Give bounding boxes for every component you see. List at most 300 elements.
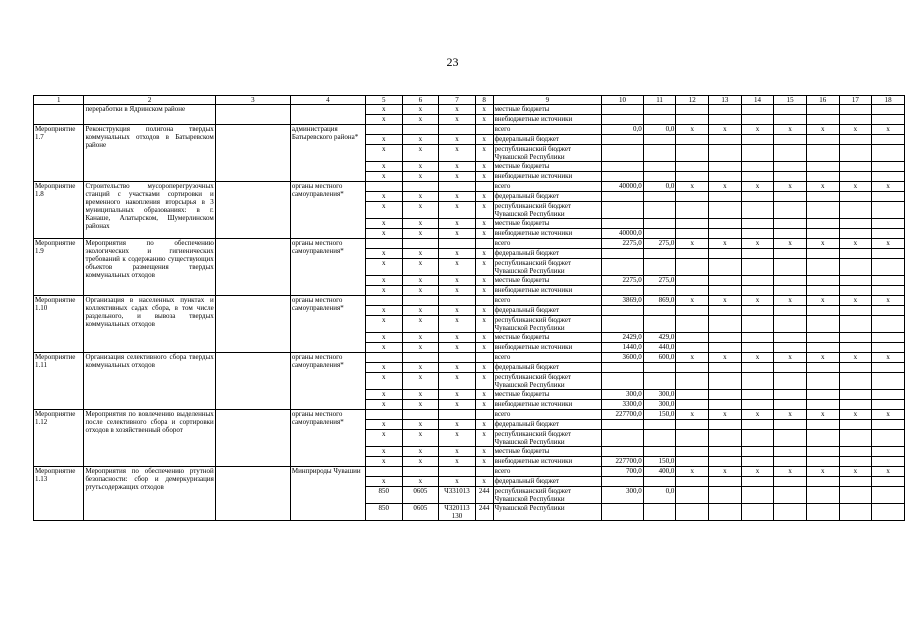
amount-year: 0,0 [643, 182, 676, 192]
amount-year [643, 504, 676, 521]
amount-period [774, 162, 807, 172]
amount-period [872, 105, 905, 115]
amount-year [643, 105, 676, 115]
blank-column [215, 410, 290, 467]
code-expense-type: x [475, 192, 493, 202]
code-target: x [439, 172, 476, 182]
funding-source: федеральный бюджет [493, 363, 602, 373]
amount-period [709, 477, 742, 487]
table-row [34, 296, 905, 306]
amount-period [741, 390, 774, 400]
code-grbs: x [365, 145, 402, 162]
amount-period [774, 115, 807, 125]
amount-period [806, 105, 839, 115]
code-expense-type: x [475, 276, 493, 286]
amount-period [676, 172, 709, 182]
amount-period [741, 202, 774, 219]
amount-period [872, 333, 905, 343]
amount-total [602, 202, 644, 219]
amount-year: 400,0 [643, 467, 676, 477]
amount-period [774, 430, 807, 447]
amount-year [643, 363, 676, 373]
activity-name: Мероприятия по обеспечению экологических и гигиенических требований к содержанию существующих объектов размещения твердых коммунальных отходов [84, 239, 215, 296]
funding-source: местные бюджеты [493, 105, 602, 115]
table-row [34, 182, 905, 192]
amount-period: x [741, 467, 774, 477]
code-target: x [439, 259, 476, 276]
funding-source: федеральный бюджет [493, 192, 602, 202]
code-expense-type [475, 410, 493, 420]
amount-period [806, 447, 839, 457]
amount-year: 0,0 [643, 125, 676, 135]
amount-period [839, 400, 872, 410]
amount-period [774, 286, 807, 296]
code-grbs [365, 467, 402, 477]
amount-period [741, 477, 774, 487]
funding-source: местные бюджеты [493, 276, 602, 286]
amount-period: x [774, 467, 807, 477]
amount-period [741, 343, 774, 353]
funding-source: местные бюджеты [493, 333, 602, 343]
amount-total [602, 135, 644, 145]
amount-period [839, 192, 872, 202]
activity-name: Мероприятия по вовлечению выделенных после селективного сбора и сортировки отходов в хозяйственный оборот [84, 410, 215, 467]
amount-period: x [839, 296, 872, 306]
code-grbs: x [365, 457, 402, 467]
amount-period [839, 219, 872, 229]
amount-period [839, 333, 872, 343]
code-grbs: x [365, 249, 402, 259]
amount-total [602, 259, 644, 276]
code-expense-type: x [475, 400, 493, 410]
funding-source: местные бюджеты [493, 390, 602, 400]
amount-total [602, 420, 644, 430]
amount-period [676, 259, 709, 276]
amount-period [741, 363, 774, 373]
amount-period [806, 457, 839, 467]
amount-period: x [709, 353, 742, 363]
amount-period [872, 306, 905, 316]
funding-source: местные бюджеты [493, 162, 602, 172]
amount-period [872, 400, 905, 410]
amount-period [774, 135, 807, 145]
code-target [439, 182, 476, 192]
amount-period [709, 373, 742, 390]
amount-period [741, 373, 774, 390]
amount-period [839, 420, 872, 430]
amount-total: 300,0 [602, 390, 644, 400]
amount-total [602, 219, 644, 229]
code-grbs: x [365, 162, 402, 172]
funding-source: республиканский бюджет Чувашской Республики [493, 430, 602, 447]
amount-period: x [709, 182, 742, 192]
amount-total: 3869,0 [602, 296, 644, 306]
amount-period [676, 447, 709, 457]
amount-total: 0,0 [602, 125, 644, 135]
amount-period [806, 259, 839, 276]
amount-period [709, 333, 742, 343]
code-grbs: x [365, 202, 402, 219]
amount-period [872, 202, 905, 219]
code-section: x [402, 202, 439, 219]
amount-period [709, 286, 742, 296]
funding-source: федеральный бюджет [493, 306, 602, 316]
code-expense-type: x [475, 363, 493, 373]
amount-period [839, 363, 872, 373]
funding-source: внебюджетные источники [493, 115, 602, 125]
amount-year [643, 229, 676, 239]
amount-period [839, 249, 872, 259]
amount-period [839, 487, 872, 504]
amount-year: 275,0 [643, 276, 676, 286]
code-target: x [439, 333, 476, 343]
amount-period: x [774, 296, 807, 306]
amount-period [872, 420, 905, 430]
blank-column [215, 467, 290, 521]
amount-total: 40000,0 [602, 182, 644, 192]
amount-period [676, 276, 709, 286]
amount-period [774, 105, 807, 115]
amount-year: 429,0 [643, 333, 676, 343]
amount-period: x [872, 182, 905, 192]
code-expense-type: x [475, 333, 493, 343]
activity-name: Организация селективного сбора твердых коммунальных отходов [84, 353, 215, 410]
amount-period [676, 105, 709, 115]
amount-period: x [709, 239, 742, 249]
amount-period [872, 477, 905, 487]
code-expense-type: x [475, 249, 493, 259]
code-grbs: x [365, 420, 402, 430]
amount-period: x [741, 353, 774, 363]
code-expense-type: x [475, 202, 493, 219]
amount-period: x [839, 182, 872, 192]
amount-period [676, 202, 709, 219]
amount-period [741, 172, 774, 182]
amount-total [602, 504, 644, 521]
amount-period [872, 390, 905, 400]
amount-period [741, 192, 774, 202]
amount-period [741, 447, 774, 457]
code-section: 0605 [402, 504, 439, 521]
code-expense-type: x [475, 306, 493, 316]
amount-period [872, 504, 905, 521]
amount-period [839, 145, 872, 162]
code-grbs: x [365, 343, 402, 353]
amount-period [709, 457, 742, 467]
amount-period [872, 276, 905, 286]
amount-total: 227700,0 [602, 457, 644, 467]
amount-year [643, 373, 676, 390]
executor: Минприроды Чувашии [290, 467, 365, 521]
amount-total [602, 477, 644, 487]
code-grbs: x [365, 276, 402, 286]
amount-period [741, 306, 774, 316]
amount-period [806, 430, 839, 447]
code-grbs: x [365, 400, 402, 410]
amount-period [709, 400, 742, 410]
amount-total [602, 430, 644, 447]
code-expense-type: x [475, 105, 493, 115]
amount-total [602, 172, 644, 182]
amount-period [709, 306, 742, 316]
amount-period [774, 504, 807, 521]
amount-period [872, 249, 905, 259]
amount-period [806, 115, 839, 125]
amount-period [839, 430, 872, 447]
table-row [34, 353, 905, 363]
funding-source: всего [493, 182, 602, 192]
code-section: x [402, 400, 439, 410]
code-expense-type: x [475, 145, 493, 162]
amount-period [709, 420, 742, 430]
amount-period [741, 504, 774, 521]
code-expense-type: x [475, 172, 493, 182]
code-expense-type [475, 239, 493, 249]
amount-period [709, 162, 742, 172]
code-expense-type: x [475, 477, 493, 487]
amount-period: x [839, 353, 872, 363]
amount-period [709, 229, 742, 239]
amount-period [774, 202, 807, 219]
code-grbs: x [365, 333, 402, 343]
amount-period [774, 363, 807, 373]
amount-period [774, 373, 807, 390]
code-expense-type: x [475, 457, 493, 467]
column-number: 3 [215, 96, 290, 105]
amount-period [709, 105, 742, 115]
amount-period [806, 286, 839, 296]
code-target: x [439, 363, 476, 373]
amount-year [643, 192, 676, 202]
amount-year [643, 162, 676, 172]
code-target: x [439, 286, 476, 296]
amount-period [872, 316, 905, 333]
table-row [34, 105, 905, 115]
code-section: x [402, 316, 439, 333]
code-target: x [439, 192, 476, 202]
amount-total: 3600,0 [602, 353, 644, 363]
code-grbs [365, 125, 402, 135]
code-grbs [365, 353, 402, 363]
amount-period [741, 286, 774, 296]
funding-source: внебюджетные источники [493, 457, 602, 467]
amount-period: x [709, 467, 742, 477]
amount-period: x [872, 353, 905, 363]
code-section: x [402, 457, 439, 467]
amount-period [709, 316, 742, 333]
code-grbs: x [365, 115, 402, 125]
amount-total: 300,0 [602, 487, 644, 504]
executor: органы местного самоуправления* [290, 296, 365, 353]
funding-source: внебюджетные источники [493, 400, 602, 410]
code-target: Ч320113 130 [439, 504, 476, 521]
amount-period [872, 447, 905, 457]
amount-period [709, 202, 742, 219]
code-target [439, 467, 476, 477]
amount-period [806, 162, 839, 172]
amount-year [643, 316, 676, 333]
column-number: 12 [676, 96, 709, 105]
amount-period [774, 400, 807, 410]
amount-period [872, 259, 905, 276]
funding-source: всего [493, 467, 602, 477]
code-section [402, 182, 439, 192]
code-expense-type: x [475, 162, 493, 172]
amount-period [709, 447, 742, 457]
column-number: 16 [806, 96, 839, 105]
amount-period [676, 145, 709, 162]
amount-period [872, 286, 905, 296]
funding-source: республиканский бюджет Чувашской Республики [493, 259, 602, 276]
amount-period: x [806, 239, 839, 249]
code-expense-type: x [475, 229, 493, 239]
amount-year: 440,0 [643, 343, 676, 353]
amount-period [676, 316, 709, 333]
amount-period [839, 229, 872, 239]
column-number: 15 [774, 96, 807, 105]
amount-period [872, 363, 905, 373]
amount-period [774, 343, 807, 353]
amount-period [709, 259, 742, 276]
code-target: x [439, 306, 476, 316]
amount-period [709, 390, 742, 400]
code-grbs: x [365, 363, 402, 373]
funding-source: федеральный бюджет [493, 420, 602, 430]
activity-number: Мероприятие 1.7 [34, 125, 84, 182]
amount-year [643, 135, 676, 145]
amount-period [676, 219, 709, 229]
amount-period [806, 363, 839, 373]
code-section: x [402, 229, 439, 239]
amount-total [602, 447, 644, 457]
amount-period [839, 457, 872, 467]
column-number: 8 [475, 96, 493, 105]
amount-year [643, 286, 676, 296]
code-expense-type: x [475, 420, 493, 430]
amount-year [643, 145, 676, 162]
amount-period [774, 333, 807, 343]
code-expense-type: x [475, 219, 493, 229]
code-target: x [439, 373, 476, 390]
amount-period [806, 477, 839, 487]
amount-period [806, 390, 839, 400]
amount-period [839, 286, 872, 296]
code-target: x [439, 316, 476, 333]
amount-period [741, 400, 774, 410]
amount-period [872, 373, 905, 390]
amount-period [806, 343, 839, 353]
amount-period [839, 373, 872, 390]
amount-total [602, 105, 644, 115]
amount-period [709, 219, 742, 229]
code-grbs: x [365, 430, 402, 447]
amount-period [806, 145, 839, 162]
code-target: x [439, 343, 476, 353]
code-target: x [439, 400, 476, 410]
amount-period [839, 447, 872, 457]
amount-period [774, 477, 807, 487]
code-section: x [402, 420, 439, 430]
amount-period: x [741, 125, 774, 135]
amount-year: 869,0 [643, 296, 676, 306]
amount-period [676, 400, 709, 410]
amount-period [806, 504, 839, 521]
code-grbs [365, 410, 402, 420]
amount-period [774, 316, 807, 333]
code-target: x [439, 420, 476, 430]
page-number: 23 [446, 55, 459, 69]
amount-period [709, 504, 742, 521]
code-expense-type: x [475, 115, 493, 125]
code-target: x [439, 457, 476, 467]
table-row [34, 410, 905, 420]
funding-source: местные бюджеты [493, 219, 602, 229]
activity-number: Мероприятие 1.12 [34, 410, 84, 467]
amount-period [774, 447, 807, 457]
code-section: x [402, 172, 439, 182]
amount-period [676, 457, 709, 467]
amount-total [602, 192, 644, 202]
code-grbs: 850 [365, 504, 402, 521]
code-section [402, 353, 439, 363]
amount-period [839, 504, 872, 521]
amount-period: x [872, 467, 905, 477]
amount-period: x [709, 125, 742, 135]
code-grbs: x [365, 477, 402, 487]
code-section: x [402, 363, 439, 373]
amount-period [676, 477, 709, 487]
activity-number: Мероприятие 1.8 [34, 182, 84, 239]
amount-period: x [676, 239, 709, 249]
amount-period: x [806, 353, 839, 363]
code-target: x [439, 430, 476, 447]
code-section: x [402, 343, 439, 353]
column-number: 14 [741, 96, 774, 105]
amount-period [676, 390, 709, 400]
funding-source: Чувашской Республики [493, 504, 602, 521]
code-expense-type: 244 [475, 504, 493, 521]
column-number: 6 [402, 96, 439, 105]
amount-period [774, 487, 807, 504]
amount-period [806, 420, 839, 430]
code-section: x [402, 259, 439, 276]
activity-name: Мероприятия по обеспечению ртутной безопасности: сбор и демеркуризация ртутьсодержащих отходов [84, 467, 215, 521]
amount-period: x [872, 410, 905, 420]
amount-total: 40000,0 [602, 229, 644, 239]
amount-period [872, 343, 905, 353]
code-target: x [439, 162, 476, 172]
code-target [439, 353, 476, 363]
amount-total [602, 373, 644, 390]
blank-column [215, 353, 290, 410]
funding-source: внебюджетные источники [493, 229, 602, 239]
column-number: 17 [839, 96, 872, 105]
amount-period [709, 115, 742, 125]
funding-source: всего [493, 125, 602, 135]
column-number-row [34, 96, 905, 105]
code-section: x [402, 447, 439, 457]
code-expense-type: x [475, 430, 493, 447]
code-section [402, 296, 439, 306]
amount-period: x [806, 182, 839, 192]
amount-period [741, 333, 774, 343]
code-section: x [402, 430, 439, 447]
amount-period [676, 192, 709, 202]
amount-period: x [676, 410, 709, 420]
amount-period [676, 333, 709, 343]
blank-column [215, 125, 290, 182]
amount-period [676, 373, 709, 390]
